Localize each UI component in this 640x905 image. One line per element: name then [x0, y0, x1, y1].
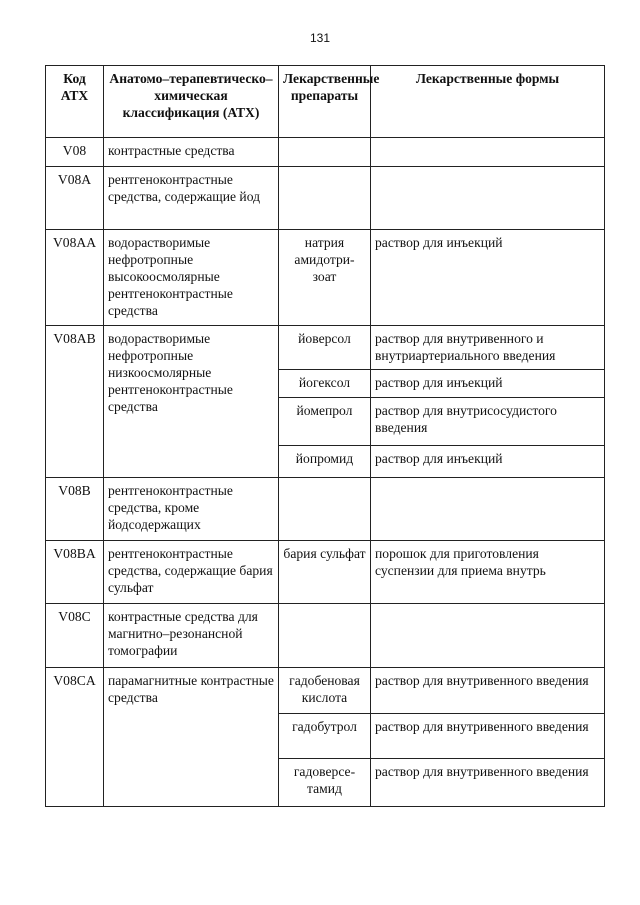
atx-code: V08C — [46, 604, 104, 668]
dosage-form: раствор для инъекций — [371, 446, 605, 478]
atx-code: V08BA — [46, 541, 104, 604]
table-row — [46, 541, 605, 604]
drug-name: йомепрол — [279, 398, 371, 446]
atx-classification: парамагнитные контрастные средства — [104, 668, 279, 807]
atx-classification: рентгеноконтрастные средства, кроме йодсодержащих — [104, 478, 279, 541]
dosage-form: раствор для внутривенного введения — [371, 759, 605, 807]
table-row — [46, 230, 605, 326]
drug-name: йогексол — [279, 370, 371, 398]
atx-classification: рентгеноконтрастные средства, содержащие йод — [104, 167, 279, 230]
dosage-form: раствор для внутривенного введения — [371, 668, 605, 714]
atx-code: V08A — [46, 167, 104, 230]
atx-classification: контрастные средства для магнитно–резонансной томографии — [104, 604, 279, 668]
drug-name-empty — [279, 138, 371, 167]
table-row — [46, 604, 605, 668]
atx-code: V08AB — [46, 326, 104, 478]
table-row — [46, 478, 605, 541]
dosage-form-empty — [371, 138, 605, 167]
table-row — [46, 668, 605, 714]
drug-name: гадоверсе-тамид — [279, 759, 371, 807]
atx-classification: контрастные средства — [104, 138, 279, 167]
page-number: 131 — [309, 31, 331, 45]
atx-code: V08CA — [46, 668, 104, 807]
drug-name: йопромид — [279, 446, 371, 478]
dosage-form: раствор для инъекций — [371, 370, 605, 398]
drug-name: натрия амидотри-зоат — [279, 230, 371, 326]
dosage-form: раствор для внутрисосудистого введения — [371, 398, 605, 446]
drug-name: бария сульфат — [279, 541, 371, 604]
drug-name-empty — [279, 604, 371, 668]
dosage-form: раствор для инъекций — [371, 230, 605, 326]
table-header-row — [46, 66, 605, 138]
drug-name: йоверсол — [279, 326, 371, 370]
header-drugs: Лекарственные препараты — [279, 66, 371, 138]
dosage-form-empty — [371, 478, 605, 541]
dosage-form-empty — [371, 604, 605, 668]
table-row — [46, 326, 605, 370]
atx-code: V08AA — [46, 230, 104, 326]
drug-name: гадобеновая кислота — [279, 668, 371, 714]
atx-classification: рентгеноконтрастные средства, содержащие бария сульфат — [104, 541, 279, 604]
atx-classification: водорастворимые нефротропные низкоосмолярные рентгеноконтрастные средства — [104, 326, 279, 478]
atx-code: V08 — [46, 138, 104, 167]
header-classification: Анатомо–терапевтическо–химическая классификация (АТХ) — [104, 66, 279, 138]
header-code: Код АТХ — [46, 66, 104, 138]
drug-name-empty — [279, 478, 371, 541]
table-row — [46, 138, 605, 167]
atx-code: V08B — [46, 478, 104, 541]
drug-name: гадобутрол — [279, 714, 371, 759]
atx-table — [45, 65, 605, 807]
header-forms: Лекарственные формы — [371, 66, 605, 138]
dosage-form-empty — [371, 167, 605, 230]
dosage-form: порошок для приготовления суспензии для приема внутрь — [371, 541, 605, 604]
drug-name-empty — [279, 167, 371, 230]
atx-classification: водорастворимые нефротропные высокоосмолярные рентгеноконтрастные средства — [104, 230, 279, 326]
table-row — [46, 167, 605, 230]
dosage-form: раствор для внутривенного введения — [371, 714, 605, 759]
dosage-form: раствор для внутривенного и внутриартериального введения — [371, 326, 605, 370]
